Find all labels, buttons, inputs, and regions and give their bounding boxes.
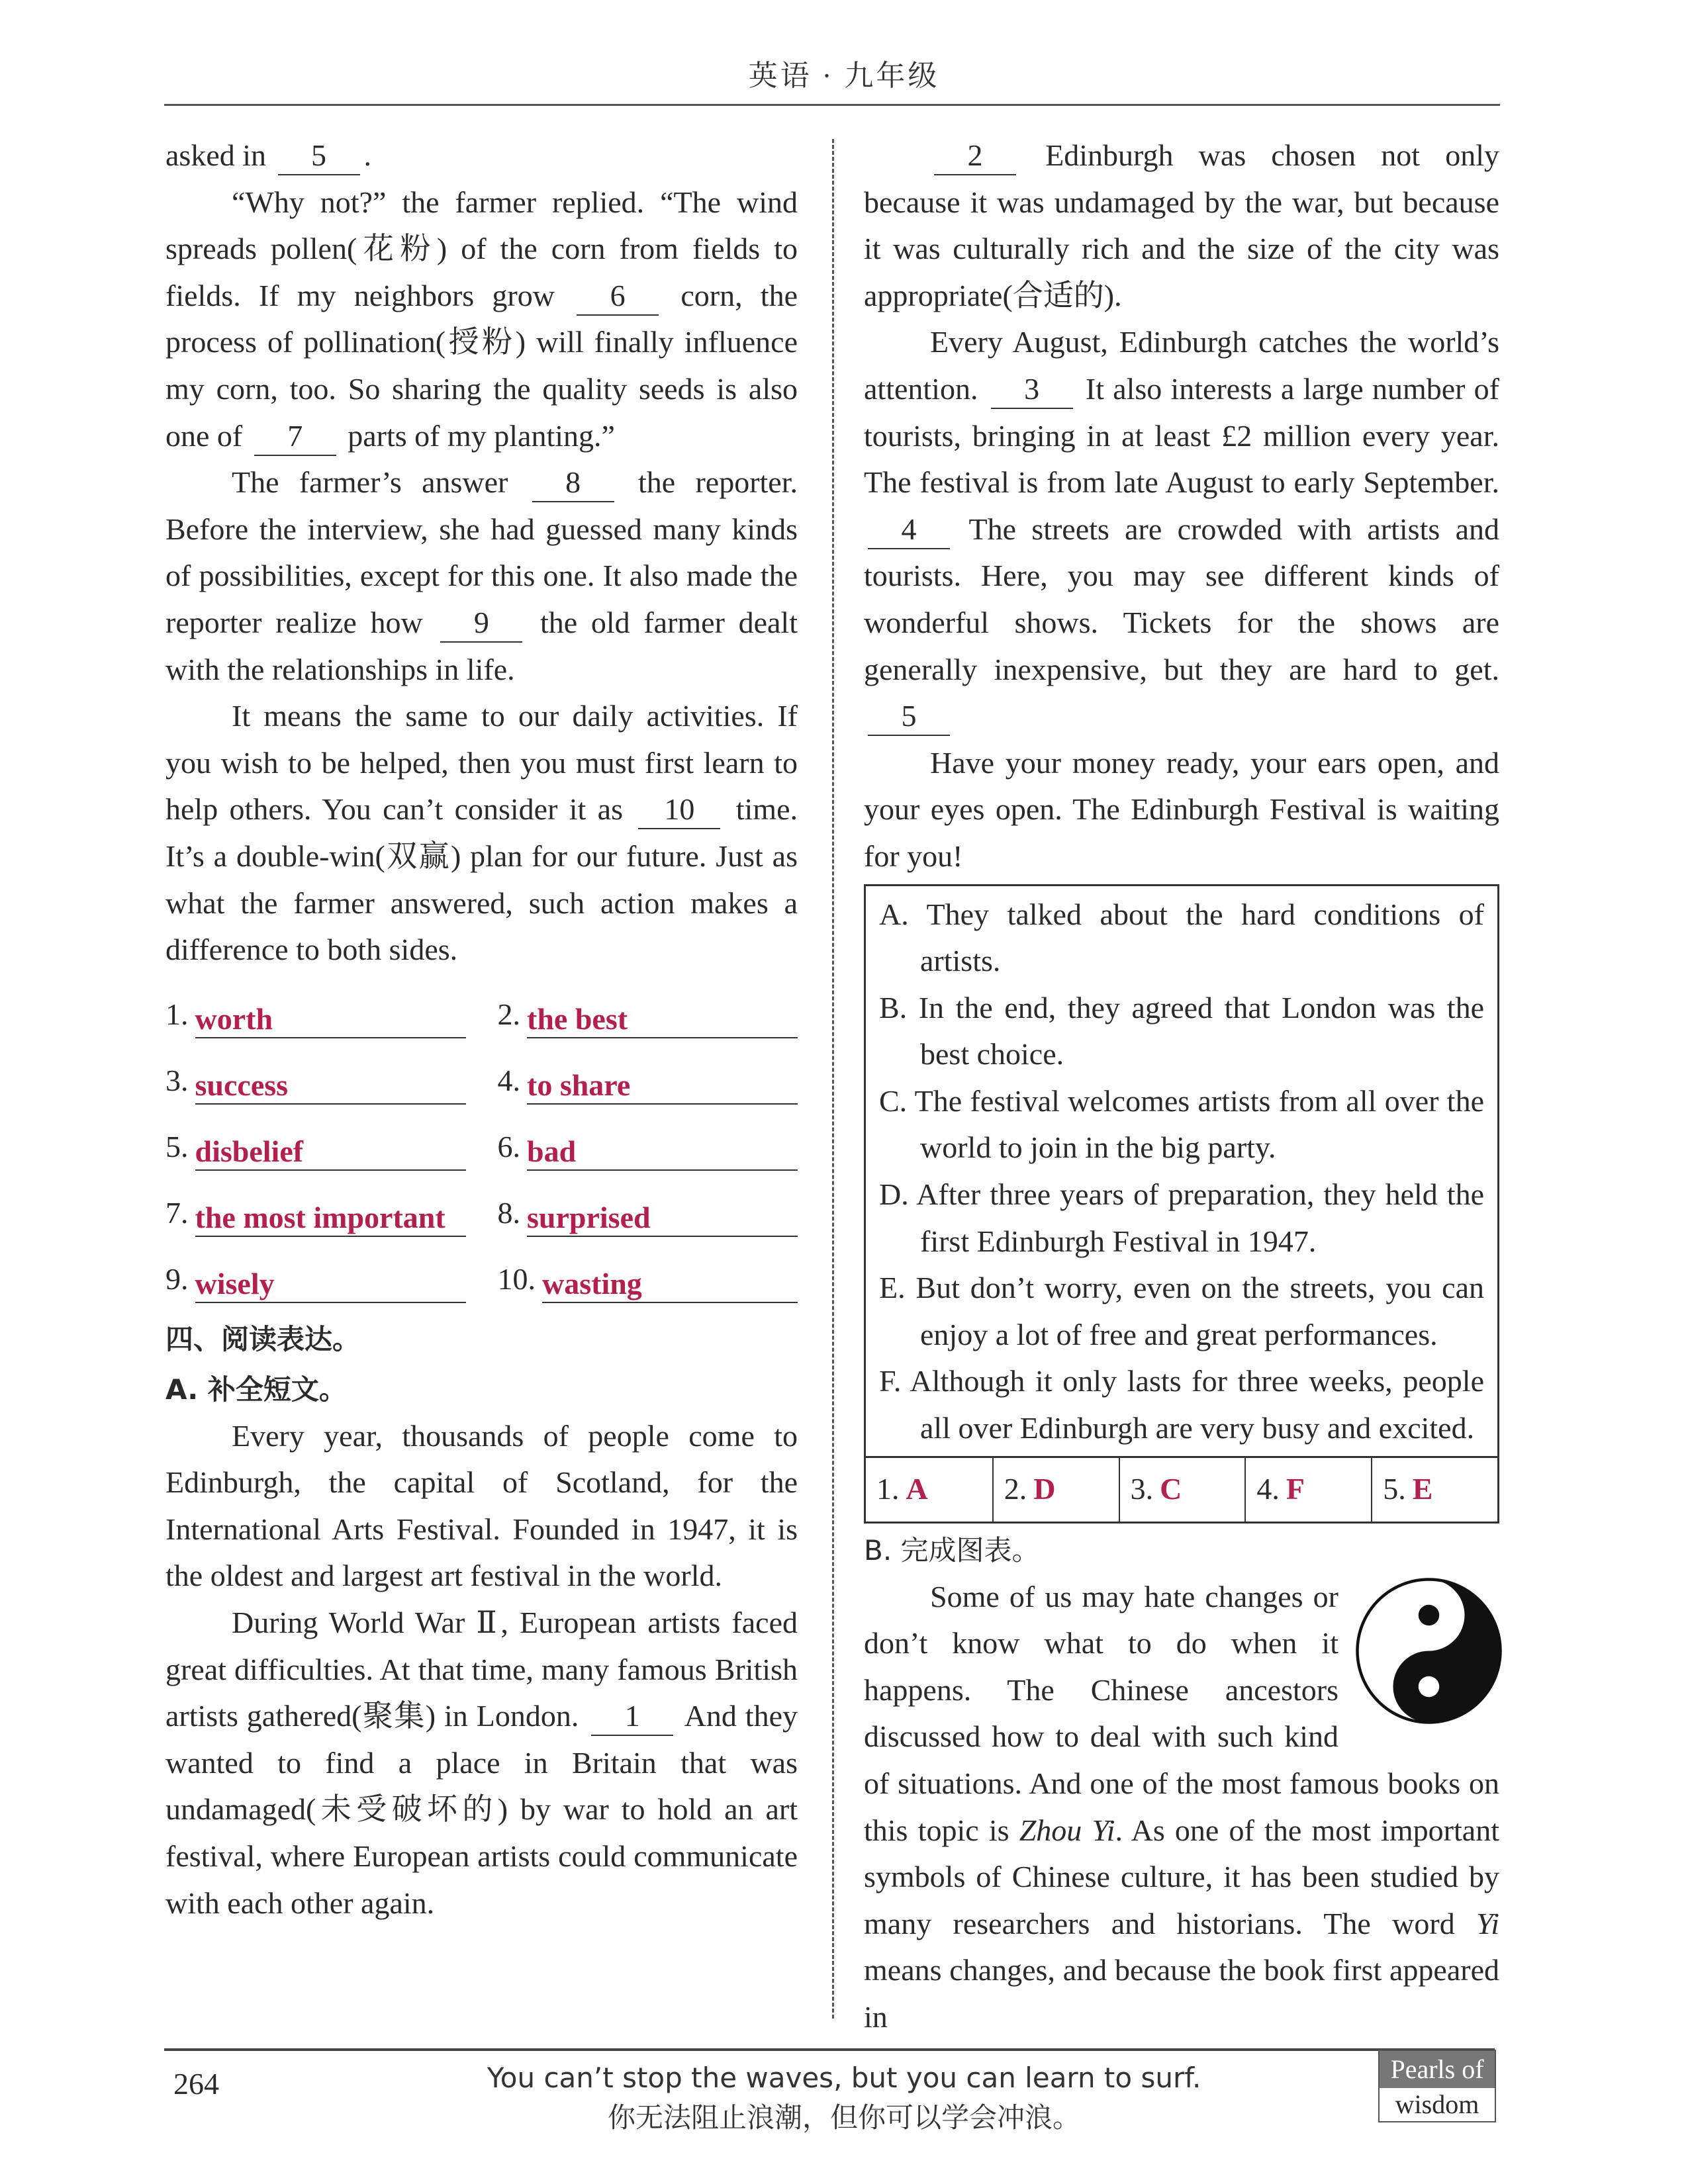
pearls-of-wisdom-badge bbox=[1378, 2050, 1496, 2122]
paragraph bbox=[165, 1600, 798, 1927]
paragraph-text: the reporter. Before the interview, she had guessed many kinds of possibilities, except for this one. It also made the reporter realize how bbox=[165, 465, 798, 639]
wisdom-label: wisdom bbox=[1380, 2088, 1495, 2121]
answer-number: 10. bbox=[497, 1262, 536, 1297]
paragraph-text: parts of my planting.” bbox=[340, 418, 615, 453]
answer-item bbox=[165, 981, 466, 1048]
yin-yang-icon bbox=[1354, 1576, 1503, 1725]
option-answer-number: 3. bbox=[1130, 1472, 1154, 1506]
option-answer-cell bbox=[866, 1458, 992, 1522]
paragraph-text: asked in bbox=[165, 138, 274, 172]
section-b-heading: B. 完成图表。 bbox=[864, 1533, 1040, 1567]
answer-blank: 10 bbox=[638, 791, 720, 829]
answer-item bbox=[165, 1246, 466, 1312]
cloze-answers bbox=[165, 981, 798, 1312]
paragraph bbox=[165, 132, 798, 179]
answer-item bbox=[498, 1246, 798, 1312]
option-item: D. After three years of preparation, they held the first Edinburgh Festival in 1947. bbox=[879, 1177, 1484, 1258]
paragraph-text: The farmer’s answer bbox=[232, 465, 528, 500]
option-answer-number: 4. bbox=[1256, 1472, 1280, 1506]
answer-item bbox=[498, 981, 798, 1048]
header-rule bbox=[164, 104, 1500, 106]
italic-title: Zhou Yi bbox=[1019, 1813, 1115, 1847]
answer-blank: 6 bbox=[577, 277, 659, 316]
quote-english: You can’t stop the waves, but you can learn to surf. bbox=[487, 2062, 1201, 2094]
answer-value: wisely bbox=[195, 1266, 466, 1303]
answer-blank: 2 bbox=[934, 137, 1016, 175]
answer-value: the best bbox=[527, 1001, 798, 1038]
option-item: E. But don’t worry, even on the streets, you can enjoy a lot of free and great performances. bbox=[879, 1271, 1484, 1351]
paragraph bbox=[864, 740, 1499, 880]
option-answer-number: 5. bbox=[1383, 1472, 1406, 1506]
paragraph-text: It also interests a large number of tourists, bringing in at least £2 million every year. The festival is from late August to early September. bbox=[864, 371, 1499, 500]
paragraph-text: Edinburgh was chosen not only because it was undamaged by the war, but because it was culturally rich and the size of the city was appropriate(合适的). bbox=[864, 138, 1499, 312]
paragraph-text: Some of us may hate changes or don’t know what to do when it happens. The Chinese ancestors discussed how to deal with such kind of situations. And one of the most famous books on this topic is bbox=[864, 1579, 1499, 1847]
answer-value: disbelief bbox=[195, 1134, 466, 1171]
paragraph-text: corn, the process of pollination(授粉) will finally influence my corn, too. So sharing the quality seeds is also one of bbox=[165, 278, 798, 453]
paragraph-text: time. It’s a double-win(双赢) plan for our future. Just as what the farmer answered, such action makes a difference to both sides. bbox=[165, 792, 798, 967]
answer-number: 4. bbox=[497, 1064, 520, 1098]
answer-item bbox=[165, 1114, 466, 1180]
answer-item bbox=[165, 1180, 466, 1246]
answer-value: the most important bbox=[195, 1200, 466, 1237]
option-answer-cell bbox=[1244, 1458, 1371, 1522]
paragraph-text: Every year, thousands of people come to Edinburgh, the capital of Scotland, for the International Arts Festival. Founded in 1947, it is the oldest and largest art festival in the world. bbox=[165, 1418, 798, 1593]
italic-title: Yi bbox=[1476, 1906, 1499, 1940]
right-column bbox=[864, 132, 1499, 2041]
left-column bbox=[165, 132, 798, 1927]
option-answer-value: E bbox=[1412, 1472, 1433, 1506]
page-number: 264 bbox=[173, 2067, 219, 2101]
answer-item bbox=[498, 1114, 798, 1180]
option-answer-number: 1. bbox=[876, 1472, 900, 1506]
paragraph-text: . bbox=[363, 138, 372, 172]
paragraph-text: . As one of the most important symbols of Chinese culture, it has been studied by many researchers and historians. The word bbox=[864, 1813, 1499, 1940]
answer-number: 7. bbox=[165, 1196, 189, 1230]
paragraph-text: “Why not?” the farmer replied. “The wind spreads pollen(花粉) of the corn from fields to fields. If my neighbors grow bbox=[165, 185, 798, 312]
answer-item bbox=[498, 1048, 798, 1114]
answer-blank: 8 bbox=[532, 464, 614, 502]
option-answer-number: 2. bbox=[1004, 1472, 1027, 1506]
answer-item bbox=[165, 1048, 466, 1114]
answer-blank: 3 bbox=[991, 371, 1073, 409]
option-item: B. In the end, they agreed that London was the best choice. bbox=[879, 990, 1484, 1071]
paragraph bbox=[864, 132, 1499, 319]
options-answer-row bbox=[866, 1456, 1497, 1522]
answer-value: wasting bbox=[542, 1266, 798, 1303]
edinburgh-passage-cont bbox=[864, 132, 1499, 880]
option-answer-value: F bbox=[1286, 1472, 1305, 1506]
option-answer-value: C bbox=[1160, 1472, 1182, 1506]
column-divider bbox=[832, 139, 834, 2019]
pearls-label: Pearls of bbox=[1380, 2051, 1495, 2088]
answer-number: 5. bbox=[165, 1130, 189, 1164]
paragraph bbox=[165, 179, 798, 460]
option-answer-value: A bbox=[906, 1472, 928, 1506]
footer-rule bbox=[164, 2048, 1495, 2051]
answer-item bbox=[498, 1180, 798, 1246]
paragraph bbox=[165, 693, 798, 974]
option-item: A. They talked about the hard conditions of artists. bbox=[879, 897, 1484, 978]
option-answer-cell bbox=[992, 1458, 1119, 1522]
quote-chinese: 你无法阻止浪潮，但你可以学会冲浪。 bbox=[607, 2101, 1080, 2134]
paragraph-text: the old farmer dealt with the relationships in life. bbox=[165, 605, 798, 686]
answer-blank: 5 bbox=[868, 698, 950, 736]
option-answer-cell bbox=[1371, 1458, 1497, 1522]
answer-blank: 7 bbox=[254, 418, 336, 456]
answer-value: to share bbox=[527, 1068, 798, 1105]
options-box bbox=[864, 884, 1499, 1524]
answer-value: success bbox=[195, 1068, 466, 1105]
answer-value: surprised bbox=[527, 1200, 798, 1237]
answer-number: 9. bbox=[165, 1262, 189, 1297]
answer-value: bad bbox=[527, 1134, 798, 1171]
paragraph-text: The streets are crowded with artists and tourists. Here, you may see different kinds of wonderful shows. Tickets for the shows are generally inexpensive, but they are hard to get. bbox=[864, 512, 1499, 686]
option-answer-value: D bbox=[1033, 1472, 1056, 1506]
answer-blank: 1 bbox=[591, 1698, 673, 1736]
answer-blank: 9 bbox=[440, 604, 522, 643]
paragraph-text: And they wanted to find a place in Britain that was undamaged(未受破坏的) by war to hold an art festival, where European artists could communicate with each other again. bbox=[165, 1699, 798, 1920]
paragraph-text: Have your money ready, your ears open, and your eyes open. The Edinburgh Festival is waiting for you! bbox=[864, 745, 1499, 873]
paragraph-text: It means the same to our daily activities. If you wish to be helped, then you must first learn to help others. You can’t consider it as bbox=[165, 699, 798, 827]
answer-number: 2. bbox=[497, 997, 520, 1032]
answer-blank: 5 bbox=[278, 137, 360, 175]
answer-number: 8. bbox=[497, 1196, 520, 1230]
paragraph-text: During World War Ⅱ, European artists faced great difficulties. At that time, many famous British artists gathered(聚集) in London. bbox=[165, 1606, 798, 1733]
paragraph bbox=[165, 459, 798, 693]
section-4-heading: 四、阅读表达。 bbox=[165, 1322, 361, 1355]
cloze-passage-end bbox=[165, 132, 798, 974]
running-header: 英语 · 九年级 bbox=[748, 60, 940, 92]
option-item: C. The festival welcomes artists from all over the world to join in the big party. bbox=[879, 1083, 1484, 1165]
paragraph-text: means changes, and because the book first appeared in bbox=[864, 1953, 1499, 2034]
option-item: F. Although it only lasts for three weeks, people all over Edinburgh are very busy and excited. bbox=[879, 1364, 1484, 1445]
paragraph-text: Every August, Edinburgh catches the world’s attention. bbox=[864, 325, 1499, 406]
answer-number: 6. bbox=[497, 1130, 520, 1164]
answer-value: worth bbox=[195, 1001, 466, 1038]
paragraph bbox=[864, 319, 1499, 739]
answer-number: 1. bbox=[165, 997, 189, 1032]
option-answer-cell bbox=[1119, 1458, 1245, 1522]
edinburgh-passage bbox=[165, 1413, 798, 1927]
answer-blank: 4 bbox=[868, 511, 950, 549]
paragraph bbox=[165, 1413, 798, 1600]
section-a-heading: A. 补全短文。 bbox=[165, 1373, 347, 1406]
answer-number: 3. bbox=[165, 1064, 189, 1098]
